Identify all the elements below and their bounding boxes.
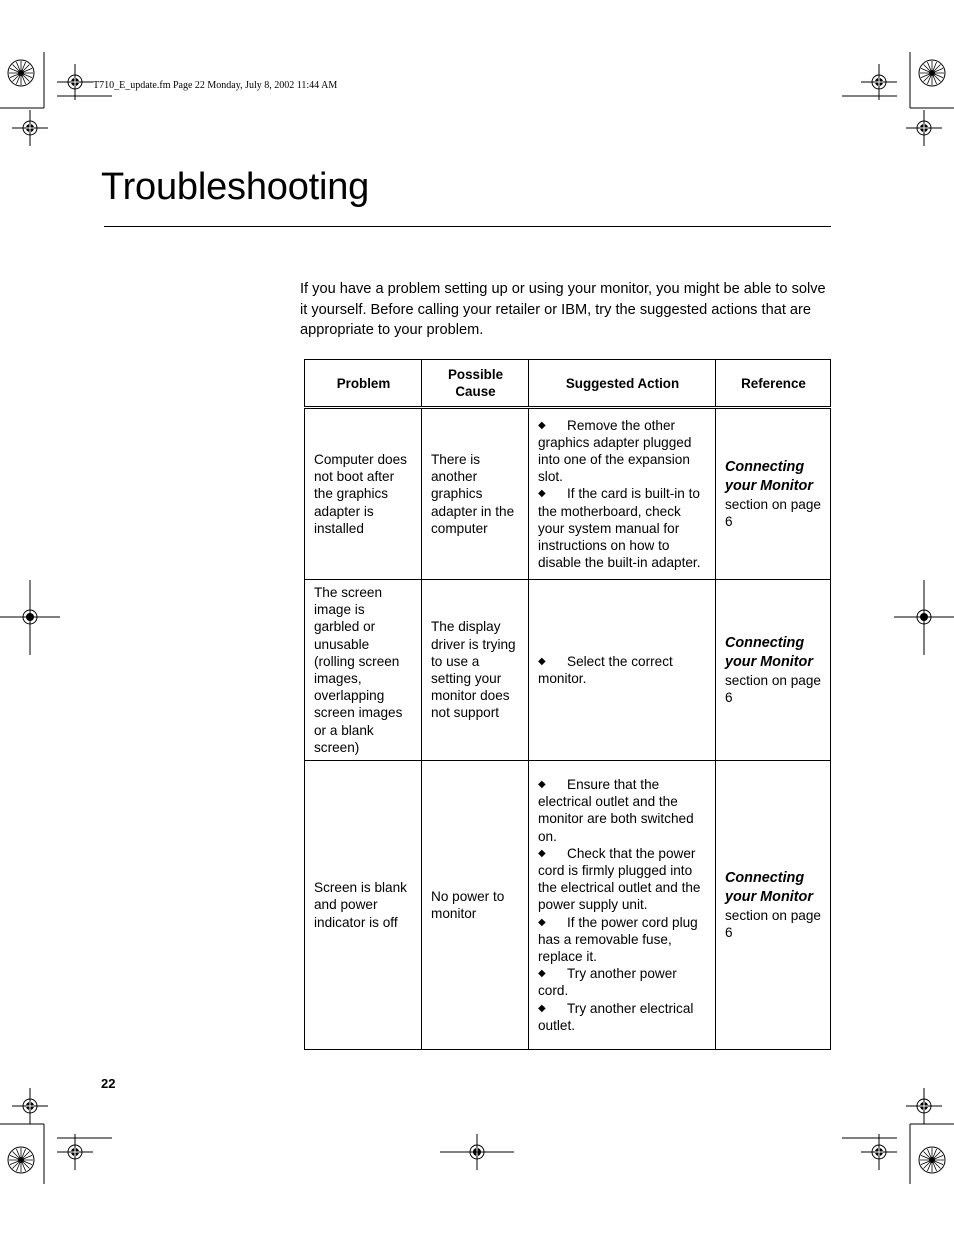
page-number: 22 bbox=[101, 1076, 116, 1091]
header-suggested-action: Suggested Action bbox=[529, 360, 716, 408]
action-item: ◆ Ensure that the electrical outlet and the monitor are both switched on. bbox=[538, 776, 694, 844]
table-row bbox=[305, 580, 831, 761]
diamond-bullet-icon: ◆ bbox=[538, 847, 546, 859]
diamond-bullet-icon: ◆ bbox=[538, 419, 546, 431]
problem-cell: The screen image is garbled or unusable (rolling screen images, overlapping screen images or a blank screen) bbox=[305, 580, 422, 761]
table-row bbox=[305, 761, 831, 1050]
header-problem: Problem bbox=[305, 360, 422, 408]
action-item: ◆ Try another power cord. bbox=[538, 966, 677, 999]
diamond-bullet-icon: ◆ bbox=[538, 1002, 546, 1014]
troubleshooting-table bbox=[304, 359, 831, 1050]
action-item: ◆ Check that the power cord is firmly plugged into the electrical outlet and the power supply unit. bbox=[538, 845, 701, 913]
reference-text: section on page 6 bbox=[725, 907, 821, 940]
action-cell bbox=[529, 580, 716, 761]
reference-title: Connecting your Monitor bbox=[725, 869, 813, 905]
table-row bbox=[305, 408, 831, 580]
diamond-bullet-icon: ◆ bbox=[538, 778, 546, 790]
reference-text: section on page 6 bbox=[725, 672, 821, 705]
cause-cell: There is another graphics adapter in the computer bbox=[422, 408, 529, 580]
reference-text: section on page 6 bbox=[725, 496, 821, 529]
reference-cell bbox=[716, 761, 831, 1050]
cause-cell: The display driver is trying to use a setting your monitor does not support bbox=[422, 580, 529, 761]
cause-cell: No power to monitor bbox=[422, 761, 529, 1050]
diamond-bullet-icon: ◆ bbox=[538, 488, 546, 500]
intro-paragraph: If you have a problem setting up or using your monitor, you might be able to solve it yourself. Before calling your retailer or IBM, try the suggested actions that are appropriate to your problem. bbox=[300, 281, 826, 338]
header-possible-cause: Possible Cause bbox=[422, 360, 529, 408]
diamond-bullet-icon: ◆ bbox=[538, 968, 546, 980]
action-cell bbox=[529, 761, 716, 1050]
diamond-bullet-icon: ◆ bbox=[538, 655, 546, 667]
action-cell bbox=[529, 408, 716, 580]
page-title: Troubleshooting bbox=[101, 166, 370, 208]
header-reference: Reference bbox=[716, 360, 831, 408]
table-header-row bbox=[305, 360, 831, 408]
reference-cell bbox=[716, 580, 831, 761]
action-item: ◆ Try another electrical outlet. bbox=[538, 1000, 694, 1033]
reference-title: Connecting your Monitor bbox=[725, 634, 813, 670]
action-item: ◆ Remove the other graphics adapter plugged into one of the expansion slot. bbox=[538, 417, 692, 485]
action-item: ◆ Select the correct monitor. bbox=[538, 653, 673, 686]
diamond-bullet-icon: ◆ bbox=[538, 916, 546, 928]
title-divider bbox=[104, 226, 831, 227]
reference-cell bbox=[716, 408, 831, 580]
reference-title: Connecting your Monitor bbox=[725, 458, 813, 494]
problem-cell: Screen is blank and power indicator is off bbox=[305, 761, 422, 1050]
file-header: T710_E_update.fm Page 22 Monday, July 8, 2002 11:44 AM bbox=[93, 80, 338, 91]
action-item: ◆ If the power cord plug has a removable fuse, replace it. bbox=[538, 914, 698, 964]
action-item: ◆ If the card is built-in to the motherboard, check your system manual for instructions on how to disable the built-in adapter. bbox=[538, 486, 701, 571]
problem-cell: Computer does not boot after the graphics adapter is installed bbox=[305, 408, 422, 580]
